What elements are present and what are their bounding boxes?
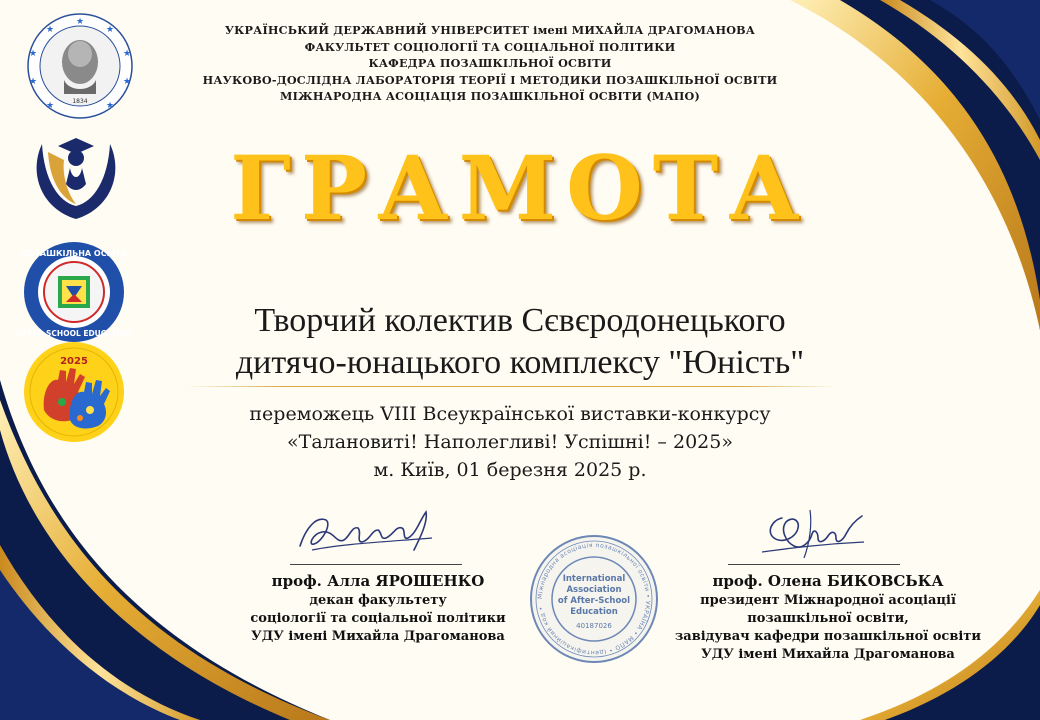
svg-text:★: ★ (28, 77, 38, 87)
signatory-right-role-3: завідувач кафедри позашкільної освіти (674, 629, 981, 644)
award-line-1: переможець VIII Всеукраїнської виставки-конкурсу (249, 403, 771, 425)
university-logo (24, 10, 136, 122)
svg-text:★: ★ (122, 49, 132, 59)
signature-line-left (290, 564, 462, 565)
signatory-left-role-1: декан факультету (309, 593, 447, 608)
signatory-left-role-2: соціології та соціальної політики (250, 611, 506, 626)
svg-text:Education: Education (570, 607, 618, 617)
svg-text:40187026: 40187026 (576, 622, 612, 630)
signatory-right-role-4: УДУ імені Михайла Драгоманова (701, 647, 955, 662)
signature-right (752, 498, 872, 564)
divider (186, 386, 836, 387)
signatory-left-role-3: УДУ імені Михайла Драгоманова (251, 629, 505, 644)
svg-text:ПОЗАШКІЛЬНА ОСВІТА: ПОЗАШКІЛЬНА ОСВІТА (20, 249, 128, 258)
contest-2025-logo (22, 340, 126, 444)
after-school-education-badge (15, 240, 133, 344)
recipient-line-2: дитячо-юнацького комплексу "Юність" (235, 344, 805, 381)
award-place-date: м. Київ, 01 березня 2025 р. (373, 459, 647, 481)
svg-text:1834: 1834 (72, 98, 88, 105)
signatory-right (648, 570, 1008, 664)
svg-text:of After-School: of After-School (557, 596, 631, 606)
svg-text:★: ★ (105, 101, 115, 111)
svg-text:★: ★ (28, 49, 38, 59)
svg-text:Association: Association (566, 585, 622, 595)
header-university: УКРАЇНСЬКИЙ ДЕРЖАВНИЙ УНІВЕРСИТЕТ імені МИХАЙЛА ДРАГОМАНОВА (224, 23, 756, 37)
header-association: МІЖНАРОДНА АСОЦІАЦІЯ ПОЗАШКІЛЬНОЇ ОСВІТИ (МАПО) (280, 89, 700, 103)
signature-left (292, 498, 442, 562)
svg-text:★: ★ (45, 25, 55, 35)
signatory-right-role-2: позашкільної освіти, (747, 611, 909, 626)
recipient-line-1: Творчий колектив Сєвєродонецького (254, 302, 786, 339)
svg-text:International: International (562, 574, 626, 584)
svg-text:Міжнародна асоціація позашкіль: Міжнародна асоціація позашкільної освіти • УКРАЇНА • МАПО • Ідентифікаційний код • (536, 541, 652, 657)
institution-header (180, 22, 800, 105)
header-department: КАФЕДРА ПОЗАШКІЛЬНОЇ ОСВІТИ (368, 56, 612, 70)
svg-text:★: ★ (45, 101, 55, 111)
signature-line-right (728, 564, 900, 565)
signatory-left (228, 570, 528, 646)
recipient (160, 300, 880, 384)
svg-text:AFTER-SCHOOL EDUCATION: AFTER-SCHOOL EDUCATION (15, 329, 133, 338)
association-stamp (528, 533, 660, 665)
signatory-right-role-1: президент Міжнародної асоціації (700, 593, 956, 608)
header-laboratory: НАУКОВО-ДОСЛІДНА ЛАБОРАТОРІЯ ТЕОРІЇ І МЕТОДИКИ ПОЗАШКІЛЬНОЇ ОСВІТИ (202, 72, 778, 87)
certificate-title: ГРАМОТА (230, 136, 810, 240)
svg-text:2025: 2025 (60, 356, 88, 367)
award-line-2: «Талановиті! Наполегливі! Успішні! – 2025» (287, 431, 733, 453)
award-description (170, 400, 850, 484)
graduate-logo (28, 124, 124, 224)
header-faculty: ФАКУЛЬТЕТ СОЦІОЛОГІЇ ТА СОЦІАЛЬНОЇ ПОЛІТИКИ (304, 39, 676, 54)
signatory-right-name: проф. Олена БИКОВСЬКА (712, 572, 944, 590)
svg-text:★: ★ (122, 77, 132, 87)
signatory-left-name: проф. Алла ЯРОШЕНКО (271, 572, 485, 590)
svg-text:★: ★ (75, 17, 85, 27)
svg-text:★: ★ (105, 25, 115, 35)
